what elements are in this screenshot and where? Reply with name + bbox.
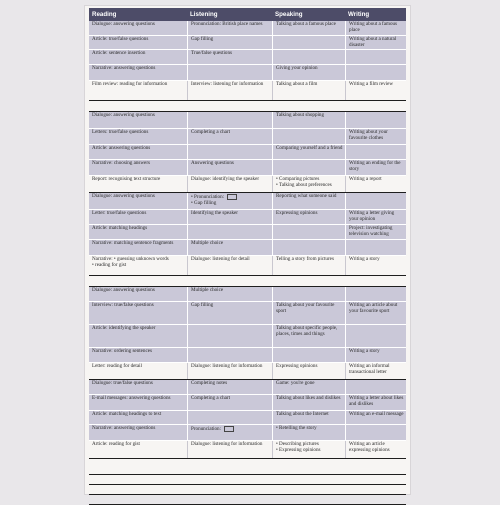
cell-reading: Dialogue: answering questions <box>92 112 155 118</box>
cell-speaking <box>272 287 345 301</box>
table-row <box>89 380 406 395</box>
cell-reading: Narrative: • guessing unknown words • reading for gist <box>92 256 169 268</box>
cell-reading: Article: matching headings <box>92 225 148 231</box>
cell-listening: Pronunciation: British place names <box>187 21 272 35</box>
cell-listening <box>187 325 272 347</box>
table-row <box>89 225 406 240</box>
cell-writing: Writing an informal transactional letter <box>345 363 406 379</box>
cell-writing <box>345 325 406 347</box>
table-row <box>89 425 406 441</box>
cell-listening: Dialogue: listening for information <box>187 441 272 458</box>
cell-speaking: Comparing yourself and a friend <box>272 145 345 159</box>
cell-reading: Narrative: ordering sentences <box>92 348 152 354</box>
audio-icon <box>227 194 237 200</box>
cell-speaking: Talking about specific people, places, times and things <box>272 325 345 347</box>
cell-writing <box>345 65 406 80</box>
cell-writing <box>345 240 406 255</box>
cell-listening <box>187 411 272 424</box>
cell-writing: Project: investigating television watching <box>345 225 406 239</box>
cell-speaking: Telling a story from pictures <box>272 256 345 275</box>
cell-writing <box>345 145 406 159</box>
cell-listening <box>187 145 272 159</box>
cell-speaking: Talking about a film <box>272 81 345 100</box>
table-row <box>89 21 406 36</box>
cell-writing: Writing a letter giving your opinion <box>345 210 406 224</box>
table-row <box>89 145 406 160</box>
cell-reading: Dialogue: true/false questions <box>92 380 153 386</box>
cell-reading: Dialogue: answering questions <box>92 287 155 293</box>
cell-reading: Letter: true/false questions <box>92 210 147 216</box>
ruled-note-lines <box>89 465 406 505</box>
cell-listening: Answering questions <box>187 160 272 175</box>
note-line <box>89 475 406 485</box>
cell-listening: Gap filling <box>187 302 272 324</box>
cell-reading: Report: recognising text structure <box>92 176 161 182</box>
cell-speaking: • Describing pictures • Expressing opinions <box>272 441 345 458</box>
review-row <box>89 256 406 276</box>
cell-reading: Article: matching headings to text <box>92 411 162 417</box>
cell-speaking: Reporting what someone said <box>272 193 345 209</box>
cell-listening: Multiple choice <box>187 287 272 301</box>
cell-writing: Writing an article about your favourite sport <box>345 302 406 324</box>
table-row <box>89 160 406 176</box>
review-row <box>89 441 406 459</box>
review-row <box>89 81 406 101</box>
audio-icon <box>224 426 234 432</box>
table-row <box>89 193 406 210</box>
cell-speaking <box>272 36 345 49</box>
cell-speaking: • Comparing pictures • Talking about preferences <box>272 176 345 192</box>
table-row <box>89 50 406 65</box>
cell-writing: Writing an e-mail message <box>345 411 406 424</box>
table-row <box>89 302 406 325</box>
table-row <box>89 348 406 363</box>
cell-listening <box>187 225 272 239</box>
cell-speaking <box>272 225 345 239</box>
cell-speaking: Expressing opinions <box>272 363 345 379</box>
cell-writing: Writing a report <box>345 176 406 192</box>
cell-writing <box>345 425 406 440</box>
cell-listening: Completing notes <box>187 380 272 394</box>
cell-listening: Multiple choice <box>187 240 272 255</box>
cell-writing: Writing a film review <box>345 81 406 100</box>
table-row <box>89 395 406 411</box>
cell-speaking <box>272 348 345 362</box>
cell-reading: Article: answering questions <box>92 145 151 151</box>
cell-writing <box>345 193 406 209</box>
textbook-page <box>85 6 410 494</box>
unit-separator <box>89 101 406 112</box>
cell-reading: Narrative: answering questions <box>92 425 156 431</box>
cell-writing: Writing an ending for the story <box>345 160 406 175</box>
table-row <box>89 36 406 50</box>
cell-reading: Interview: true/false questions <box>92 302 154 308</box>
header-reading: Reading <box>92 11 117 18</box>
header-speaking: Speaking <box>275 11 303 18</box>
cell-speaking: Expressing opinions <box>272 210 345 224</box>
cell-writing: Writing a letter about likes and dislikes <box>345 395 406 410</box>
cell-speaking <box>272 50 345 64</box>
table-row <box>89 129 406 145</box>
cell-speaking: • Retelling the story <box>272 425 345 440</box>
unit-separator <box>89 276 406 287</box>
cell-listening: Completing a chart <box>187 129 272 144</box>
cell-reading: Article: reading for gist <box>92 441 140 447</box>
cell-listening: Identifying the speaker <box>187 210 272 224</box>
table-header <box>89 8 406 21</box>
cell-writing: Writing about a famous place <box>345 21 406 35</box>
cell-speaking: Talking about the Internet <box>272 411 345 424</box>
cell-listening: Dialogue: listening for detail <box>187 256 272 275</box>
cell-speaking <box>272 240 345 255</box>
cell-listening <box>187 65 272 80</box>
cell-writing <box>345 287 406 301</box>
cell-reading: Dialogue: answering questions <box>92 21 155 27</box>
cell-reading: Article: true/false questions <box>92 36 149 42</box>
cell-speaking <box>272 129 345 144</box>
cell-reading: Dialogue: answering questions <box>92 193 155 199</box>
cell-writing <box>345 50 406 64</box>
cell-reading: Film review: reading for information <box>92 81 168 87</box>
cell-reading: Letters: true/false questions <box>92 129 149 135</box>
cell-speaking: Game: you're gone <box>272 380 345 394</box>
cell-listening: Dialogue: identifying the speaker <box>187 176 272 192</box>
cell-writing: Writing about a natural disaster <box>345 36 406 49</box>
table-body <box>89 21 406 459</box>
cell-listening: Completing a chart <box>187 395 272 410</box>
cell-speaking <box>272 160 345 175</box>
cell-writing: Writing a story <box>345 256 406 275</box>
cell-listening: Gap filling <box>187 36 272 49</box>
cell-listening: Interview: listening for information <box>187 81 272 100</box>
cell-listening: Dialogue: listening for information <box>187 363 272 379</box>
cell-listening: Pronunciation: <box>187 425 272 440</box>
header-writing: Writing <box>348 11 370 18</box>
cell-speaking: Talking about likes and dislikes <box>272 395 345 410</box>
cell-listening: • Pronunciation: • Gap filling <box>187 193 272 209</box>
table-row <box>89 112 406 129</box>
cell-reading: Article: sentence insertion <box>92 50 146 56</box>
cell-writing: Writing a story <box>345 348 406 362</box>
cell-reading: Narrative: choosing answers <box>92 160 150 166</box>
table-row <box>89 411 406 425</box>
review-row <box>89 176 406 193</box>
note-line <box>89 495 406 505</box>
cell-reading: Narrative: answering questions <box>92 65 156 71</box>
cell-speaking: Talking about a famous place <box>272 21 345 35</box>
note-line <box>89 485 406 495</box>
cell-reading: Letter: reading for detail <box>92 363 142 369</box>
note-line <box>89 465 406 475</box>
table-row <box>89 287 406 302</box>
table-row <box>89 325 406 348</box>
cell-listening <box>187 112 272 128</box>
cell-reading: E-mail messages: answering questions <box>92 395 171 401</box>
table-row <box>89 240 406 256</box>
cell-speaking: Talking about shopping <box>272 112 345 128</box>
cell-reading: Narrative: matching sentence fragments <box>92 240 174 246</box>
syllabus-table <box>89 8 406 459</box>
cell-listening <box>187 348 272 362</box>
cell-listening: True/false questions <box>187 50 272 64</box>
table-row <box>89 210 406 225</box>
review-row <box>89 363 406 380</box>
table-row <box>89 65 406 81</box>
cell-speaking: Giving your opinion <box>272 65 345 80</box>
cell-writing: Writing an article expressing opinions <box>345 441 406 458</box>
cell-speaking: Talking about your favourite sport <box>272 302 345 324</box>
cell-writing <box>345 112 406 128</box>
cell-reading: Article: identifying the speaker <box>92 325 156 331</box>
cell-writing: Writing about your favourite clothes <box>345 129 406 144</box>
cell-writing <box>345 380 406 394</box>
header-listening: Listening <box>190 11 218 18</box>
